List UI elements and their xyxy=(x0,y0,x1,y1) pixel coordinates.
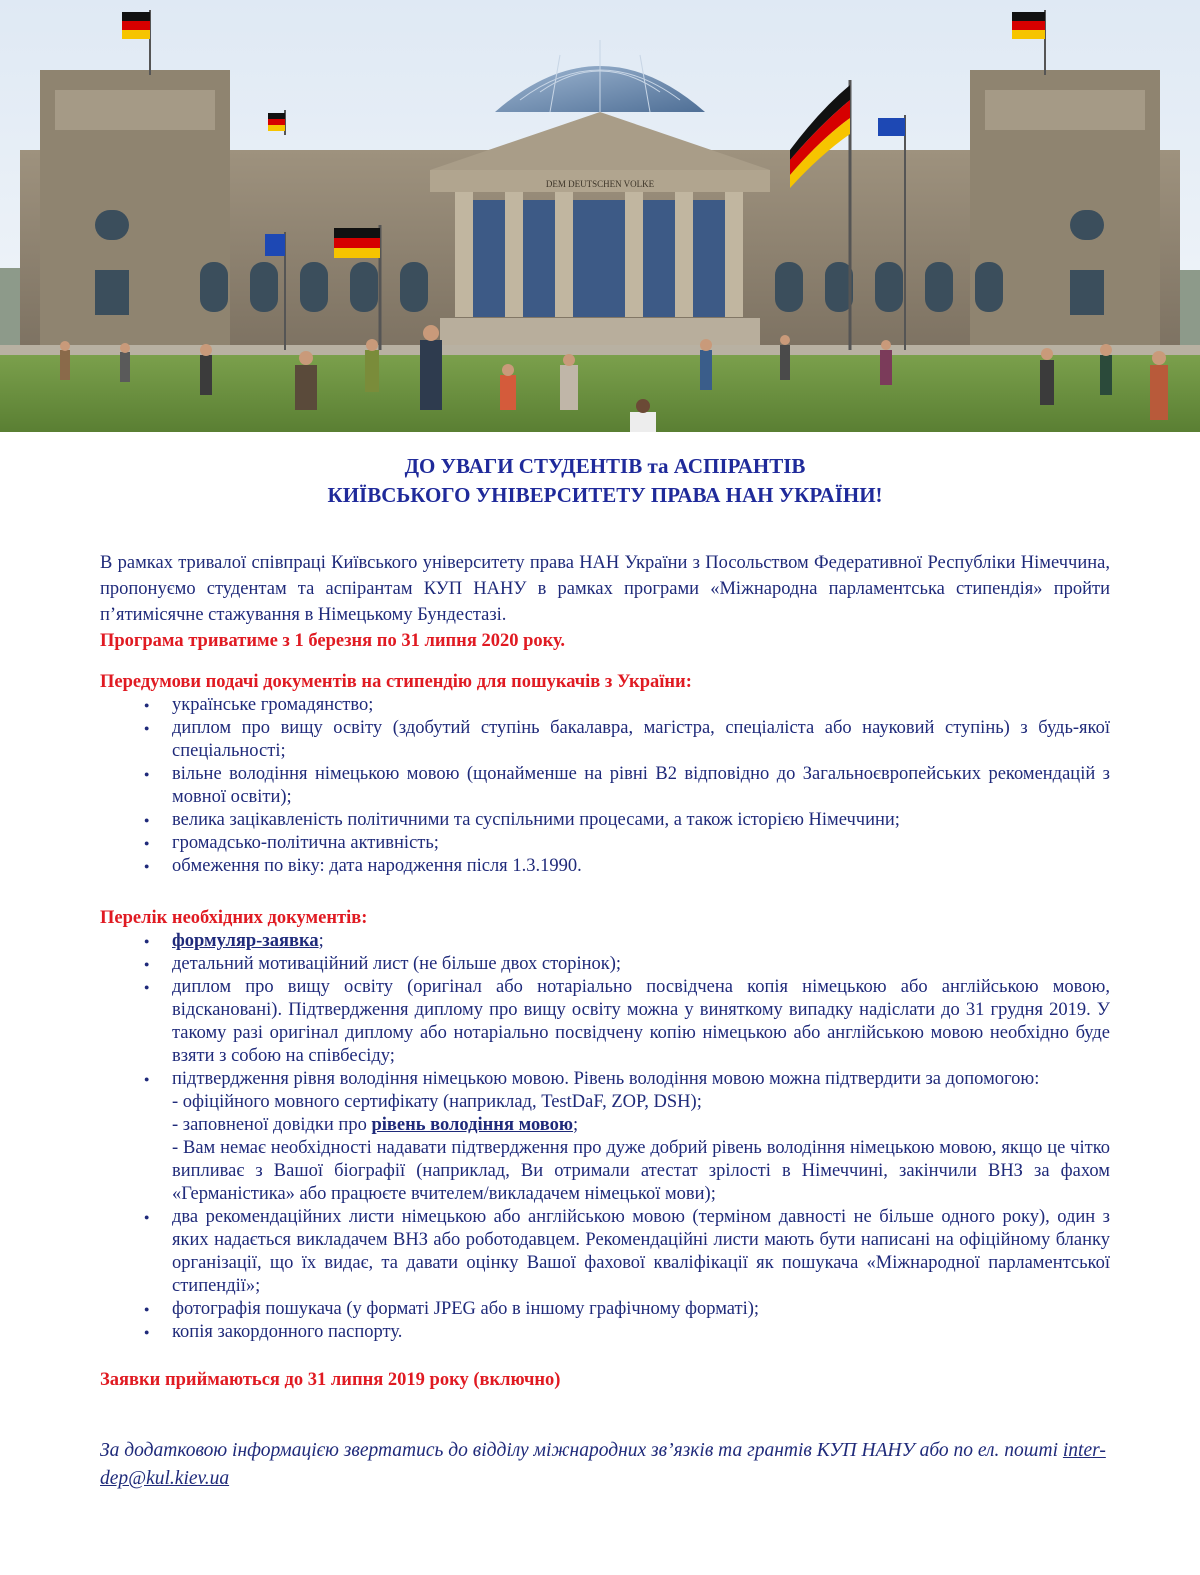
language-certificate: - офіційного мовного сертифікату (наприклад, TestDaF, ZOP, DSH); xyxy=(172,1092,702,1112)
list-item: ● копія закордонного паспорту. xyxy=(172,1321,1110,1344)
list-item: ● громадсько-політична активність; xyxy=(172,832,1110,855)
language-level-link[interactable]: рівень володіння мовою xyxy=(371,1115,573,1135)
title-line-2: КИЇВСЬКОГО УНІВЕРСИТЕТУ ПРАВА НАН УКРАЇНИ! xyxy=(327,483,883,507)
documents-list xyxy=(100,930,1110,1344)
list-item: ● два рекомендаційних листи німецькою або англійською мовою (терміном давності не більше одного року), один з яких надається викладачем ВНЗ або роботодавцем. Рекомендаційні листи мають бути написані на офіційному бланку організації, що їх видає, та давати оцінку Вашої фахової кваліфікації як пошукача «Міжнародної парламентської стипендії»; xyxy=(172,1206,1110,1298)
list-item xyxy=(172,930,1110,953)
hero-photo-reichstag xyxy=(0,0,1200,432)
list-item: ● вільне володіння німецькою мовою (щонайменше на рівні В2 відповідно до Загальноєвропейських рекомендацій з мовної освіти); xyxy=(172,763,1110,809)
list-item: ● диплом про вищу освіту (оригінал або нотаріально посвідчена копія німецькою або англійською мовою, відскановані). Підтвердження диплому про вищу освіту можна у виняткому випадку надіслати до 31 грудня 2019. У такому разі оригінал диплому або нотаріально посвідчену копію німецькою або англійською мовою необхідно буде взяти з собою на співбесіду; xyxy=(172,976,1110,1068)
intro-paragraph: В рамках тривалої співпраці Київського університету права НАН України з Посольством Федеративної Республіки Німеччина, пропонуємо студентам та аспірантам КУП НАНУ в рамках програми «Міжнародна парламентська стипендія» пройти п’ятимісячне стажування в Німецькому Бундестазі. xyxy=(100,553,1110,625)
contact-footer xyxy=(100,1437,1110,1493)
list-item: ● велика зацікавленість політичними та суспільними процесами, а також історією Німеччини; xyxy=(172,809,1110,832)
deadline-notice: Заявки приймаються до 31 липня 2019 року (включно) xyxy=(100,1370,561,1390)
prerequisites-list xyxy=(100,694,1110,878)
list-item: ● диплом про вищу освіту (здобутий ступінь бакалавра, магістра, спеціаліста або науковий ступінь) з будь-якої спеціальності; xyxy=(172,717,1110,763)
program-dates: Програма триватиме з 1 березня по 31 липня 2020 року. xyxy=(100,631,566,651)
language-intro: ● підтвердження рівня володіння німецькою мовою. Рівень володіння мовою можна підтвердити за допомогою: xyxy=(172,1069,1040,1089)
prerequisites-heading: Передумови подачі документів на стипендію для пошукачів з України: xyxy=(100,672,692,692)
list-item: ● фотографія пошукача (у форматі JPEG або в іншому графічному форматі); xyxy=(172,1298,1110,1321)
form-suffix: ; xyxy=(318,931,324,951)
list-item: ● детальний мотиваційний лист (не більше двох сторінок); xyxy=(172,953,1110,976)
list-item: ● обмеження по віку: дата народження після 1.3.1990. xyxy=(172,855,1110,878)
application-form-link[interactable]: формуляр-заявка xyxy=(172,931,319,951)
announcement-body xyxy=(100,452,1110,1493)
language-note: - Вам немає необхідності надавати підтвердження про дуже добрий рівень володіння німецькою мовою, якщо це чітко випливає з Вашої біографії (наприклад, Ви отримали атестат зрілості в Німеччині, закінчили ВНЗ за фахом «Германістика» або працюєте вчителем/викладачем німецької мови); xyxy=(172,1138,1110,1204)
language-form-line xyxy=(172,1114,1110,1137)
contact-email-link[interactable]: inter-dep@kul.kiev.ua xyxy=(100,1440,1106,1489)
list-item xyxy=(172,1068,1110,1206)
language-form-prefix: - заповненої довідки про xyxy=(172,1115,372,1135)
lawn xyxy=(0,345,1200,432)
title-line-1: ДО УВАГИ СТУДЕНТІВ та АСПІРАНТІВ xyxy=(404,454,806,478)
inscription: DEM DEUTSCHEN VOLKE xyxy=(545,179,655,189)
contact-text: За додатковою інформацією звертатись до відділу міжнародних зв’язків та грантів КУП НАНУ або по ел. пошті xyxy=(100,1440,1063,1461)
documents-heading: Перелік необхідних документів: xyxy=(100,908,368,928)
list-item: ● українське громадянство; xyxy=(172,694,1110,717)
language-form-suffix: ; xyxy=(572,1115,579,1135)
